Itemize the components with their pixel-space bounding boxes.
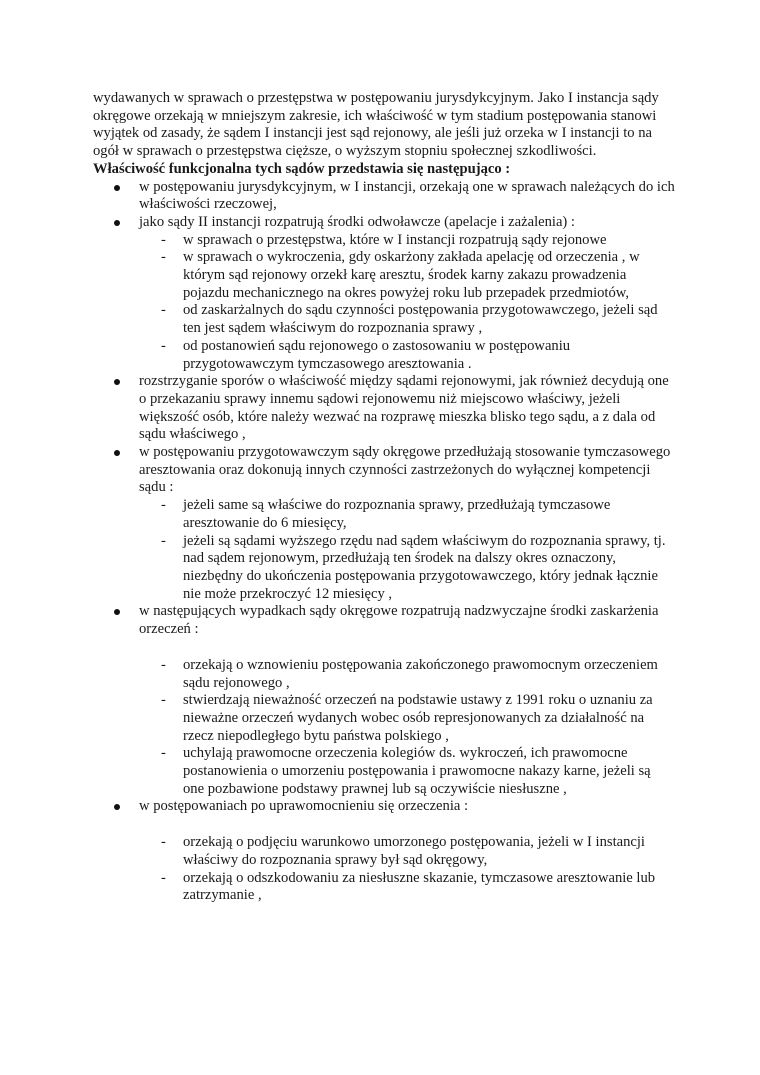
sub-list-item-text: jeżeli same są właściwe do rozpoznania sprawy, przedłużają tymczasowe aresztowanie do 6 miesięcy, [183, 497, 611, 531]
bullet-icon [114, 185, 120, 191]
dash-icon: - [161, 231, 166, 248]
dash-icon: - [161, 302, 166, 319]
bullet-icon [114, 220, 120, 226]
sub-list-item-text: od postanowień sądu rejonowego o zastosowaniu w postępowaniu przygotowawczym tymczasowego aresztowania . [183, 337, 571, 372]
sub-list-item-text: orzekają o wznowieniu postępowania zakończonego prawomocnym orzeczeniem sądu rejonowego , [183, 656, 658, 691]
list-item [93, 214, 675, 373]
sub-list-item [139, 657, 675, 692]
sub-list-item [139, 533, 675, 604]
list-item-text: rozstrzyganie sporów o właściwość między sądami rejonowymi, jak również decydują one o przekazaniu sprawy innemu sądowi rejonowemu niż miejscowo właściwy, jeżeli większość osób, które należy wezwać na rozprawę mieszka blisko tego sądu, a z dala od sądu właściwego , [139, 373, 669, 443]
sub-list [139, 497, 675, 603]
dash-icon: - [161, 337, 166, 354]
sub-list-item [139, 497, 675, 532]
section-heading: Właściwość funkcjonalna tych sądów przedstawia się następująco : [93, 160, 511, 177]
sub-list-item-text: w sprawach o wykroczenia, gdy oskarżony zakłada apelację od orzeczenia , w którym sąd rejonowy orzekł karę aresztu, środek karny zakazu prowadzenia pojazdu mechanicznego na okres powyżej roku lub przepadek przedmiotów, [183, 249, 640, 301]
dash-icon: - [161, 745, 166, 762]
sub-list-item [139, 232, 675, 250]
list-item [93, 798, 675, 905]
dash-icon: - [161, 532, 166, 549]
bullet-icon [114, 804, 120, 810]
bullet-icon [114, 379, 120, 385]
sub-list-item [139, 692, 675, 745]
sub-list [139, 232, 675, 374]
sub-list-item [139, 302, 675, 337]
dash-icon: - [161, 497, 166, 514]
sub-list-item-text: orzekają o odszkodowaniu za niesłuszne skazanie, tymczasowe aresztowanie lub zatrzymanie , [183, 869, 656, 904]
sub-list-item [139, 870, 675, 905]
sub-list-item-text: od zaskarżalnych do sądu czynności postępowania przygotowawczego, jeżeli sąd ten jest sądem właściwym do rozpoznania sprawy , [183, 302, 658, 337]
list-item [93, 373, 675, 444]
sub-list-item-text: jeżeli są sądami wyższego rzędu nad sądem właściwym do rozpoznania sprawy, tj. nad sądem rejonowym, przedłużają ten środek na dalszy okres oznaczony, niezbędny do ukończenia postępowania przygotowawczego, który jednak łącznie nie może przekroczyć 12 miesięcy , [183, 532, 666, 602]
blank-line [139, 639, 675, 657]
bullet-icon [114, 450, 120, 456]
blank-line [139, 816, 675, 834]
sub-list-item-text: uchylają prawomocne orzeczenia kolegiów ds. wykroczeń, ich prawomocne postanowienia o umorzeniu postępowania i prawomocne nakazy karne, jeżeli są one pozbawione podstawy prawnej lub są oczywiście niesłuszne , [183, 745, 651, 797]
list-item-text: jako sądy II instancji rozpatrują środki odwoławcze (apelacje i zażalenia) : [139, 213, 575, 230]
list-item [93, 179, 675, 214]
sub-list-item-text: stwierdzają nieważność orzeczeń na podstawie ustawy z 1991 roku o uznaniu za nieważne orzeczeń wydanych wobec osób represjonowanych za działalność na rzecz niepodległego bytu państwa polskiego , [183, 692, 653, 744]
list-item-text: w następujących wypadkach sądy okręgowe rozpatrują nadzwyczajne środki zaskarżenia orzeczeń : [139, 603, 659, 638]
bullet-icon [114, 609, 120, 615]
sub-list-item [139, 249, 675, 302]
dash-icon: - [161, 656, 166, 673]
sub-list [139, 834, 675, 905]
list-item [93, 603, 675, 798]
dash-icon: - [161, 834, 166, 851]
sub-list [139, 657, 675, 799]
dash-icon: - [161, 692, 166, 709]
sub-list-item-text: w sprawach o przestępstwa, które w I instancji rozpatrują sądy rejonowe [183, 231, 607, 248]
list-item-text: w postępowaniu jurysdykcyjnym, w I instancji, orzekają one w sprawach należących do ich właściwości rzeczowej, [139, 178, 675, 213]
list-item-text: w postępowaniu przygotowawczym sądy okręgowe przedłużają stosowanie tymczasowego aresztowania oraz dokonują innych czynności zastrzeżonych do wyłącznej kompetencji sądu : [139, 444, 671, 496]
dash-icon: - [161, 249, 166, 266]
dash-icon: - [161, 869, 166, 886]
bullet-list [93, 179, 675, 905]
sub-list-item [139, 834, 675, 869]
document-body [93, 90, 675, 905]
sub-list-item [139, 745, 675, 798]
sub-list-item [139, 338, 675, 373]
list-item [93, 444, 675, 603]
sub-list-item-text: orzekają o podjęciu warunkowo umorzonego postępowania, jeżeli w I instancji właściwy do rozpoznania sprawy był sąd okręgowy, [183, 834, 645, 868]
list-item-text: w postępowaniach po uprawomocnieniu się orzeczenia : [139, 798, 469, 815]
intro-paragraph: wydawanych w sprawach o przestępstwa w postępowaniu jurysdykcyjnym. Jako I instancja sądy okręgowe orzekają w mniejszym zakresie, ich właściwość w tym stadium postępowania stanowi wyjątek od zasady, że sądem I instancji jest sąd rejonowy, ale jeśli już orzeka w I instancji to na ogół w sprawach o przestępstwa cięższe, o wyższym stopniu społecznej szkodliwości. [93, 90, 659, 160]
